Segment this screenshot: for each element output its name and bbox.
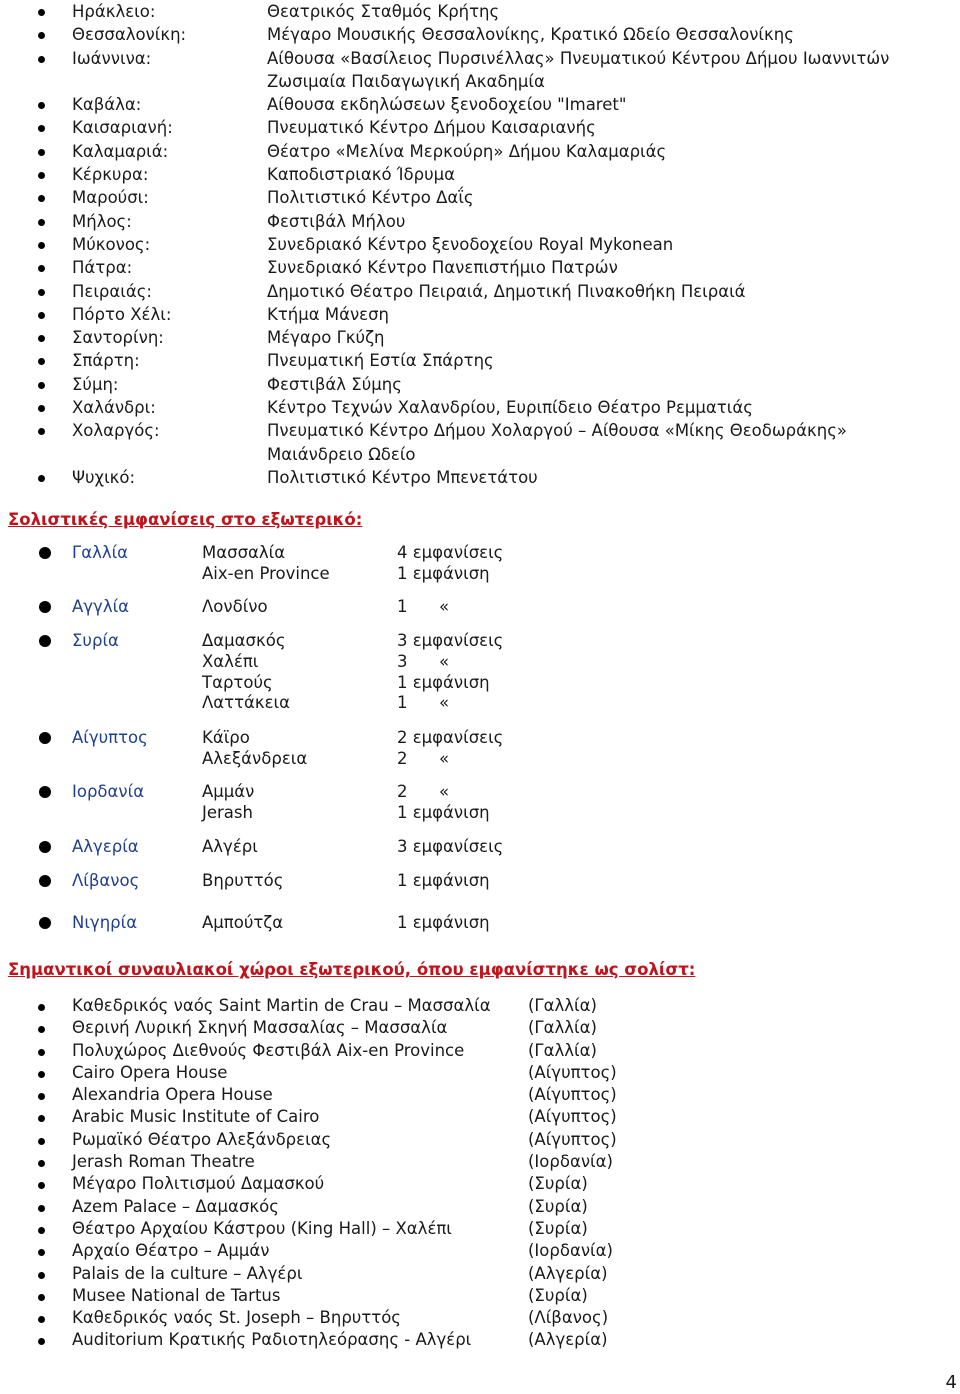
venue-city: Σπάρτη: bbox=[72, 351, 140, 371]
city-name: Αμμάν bbox=[202, 782, 255, 801]
appearance-count: 2 « bbox=[397, 782, 450, 801]
halls-list bbox=[0, 995, 960, 1352]
venue-place: Κτήμα Μάνεση bbox=[267, 304, 389, 324]
venue-place: Μέγαρο Μουσικής Θεσσαλονίκης, Κρατικό Ωδείο Θεσσαλονίκης bbox=[267, 25, 794, 45]
hall-item bbox=[0, 1129, 960, 1151]
hall-name: Πολυχώρος Διεθνούς Φεστιβάλ Aix-en Province bbox=[72, 1040, 465, 1060]
country-name: Αίγυπτος bbox=[72, 728, 148, 747]
venue-place: Κέντρο Τεχνών Χαλανδρίου, Ευριπίδειο Θέατρο Ρεμματιάς bbox=[267, 398, 753, 418]
venue-city: Ηράκλειο: bbox=[72, 2, 156, 21]
venue-place: Καποδιστριακό Ίδρυμα bbox=[267, 165, 456, 185]
bullet-icon bbox=[38, 1026, 45, 1033]
hall-country: (Αίγυπτος) bbox=[528, 1129, 617, 1149]
hall-name: Μέγαρο Πολιτισμού Δαμασκού bbox=[72, 1174, 325, 1194]
city-name: Κάϊρο bbox=[202, 728, 250, 747]
appearance-count: 3 εμφανίσεις bbox=[397, 837, 504, 856]
hall-country: (Γαλλία) bbox=[528, 1040, 597, 1060]
venue-item bbox=[0, 280, 960, 303]
abroad-heading: Σολιστικές εμφανίσεις στο εξωτερικό: bbox=[8, 510, 363, 529]
venue-item bbox=[0, 0, 960, 23]
venue-city: Καισαριανή: bbox=[72, 118, 173, 138]
hall-country: (Συρία) bbox=[528, 1218, 588, 1238]
hall-name: Jerash Roman Theatre bbox=[72, 1152, 255, 1172]
venue-item bbox=[0, 210, 960, 233]
hall-item bbox=[0, 1218, 960, 1240]
hall-item bbox=[0, 1285, 960, 1307]
venue-item bbox=[0, 116, 960, 139]
venue-item bbox=[0, 349, 960, 372]
hall-name: Cairo Opera House bbox=[72, 1062, 228, 1082]
bullet-icon bbox=[38, 56, 45, 63]
hall-name: Palais de la culture – Αλγέρι bbox=[72, 1263, 303, 1283]
hall-name: Αρχαίο Θέατρο – Αμμάν bbox=[72, 1241, 270, 1261]
bullet-icon bbox=[39, 875, 51, 887]
halls-heading: Σημαντικοί συναυλιακοί χώροι εξωτερικού, όπου εμφανίστηκε ως σολίστ: bbox=[8, 960, 696, 979]
appearance-count: 3 εμφανίσεις bbox=[397, 631, 504, 650]
appearance-count: 1 εμφάνιση bbox=[397, 672, 490, 692]
bullet-icon bbox=[38, 335, 45, 342]
venue-place: Μέγαρο Γκύζη bbox=[267, 328, 385, 348]
city-name: Ταρτούς bbox=[202, 672, 273, 692]
bullet-icon bbox=[38, 289, 45, 296]
venue-city: Μήλος: bbox=[72, 211, 132, 231]
bullet-icon bbox=[38, 475, 45, 482]
bullet-icon bbox=[38, 102, 45, 109]
hall-country: (Συρία) bbox=[528, 1174, 588, 1194]
venue-item bbox=[0, 23, 960, 46]
bullet-icon bbox=[38, 1294, 45, 1301]
venue-city: Πάτρα: bbox=[72, 258, 133, 278]
venue-item bbox=[0, 140, 960, 163]
country-name: Γαλλία bbox=[72, 543, 129, 562]
bullet-icon bbox=[38, 195, 45, 202]
country-name: Λίβανος bbox=[72, 871, 140, 890]
hall-item bbox=[0, 1062, 960, 1084]
hall-country: (Γαλλία) bbox=[528, 1018, 597, 1038]
venue-city: Κέρκυρα: bbox=[72, 165, 149, 185]
hall-country: (Αίγυπτος) bbox=[528, 1085, 617, 1105]
bullet-icon bbox=[39, 786, 51, 798]
venue-place: Φεστιβάλ Σύμης bbox=[267, 374, 402, 394]
city-name: Αμπούτζα bbox=[202, 913, 284, 932]
bullet-icon bbox=[38, 1004, 45, 1011]
bullet-icon bbox=[38, 9, 45, 16]
bullet-icon bbox=[38, 1049, 45, 1056]
hall-name: Alexandria Opera House bbox=[72, 1085, 273, 1105]
hall-country: (Αλγερία) bbox=[528, 1330, 608, 1350]
city-name: Δαμασκός bbox=[202, 631, 286, 650]
hall-country: (Συρία) bbox=[528, 1196, 588, 1216]
bullet-icon bbox=[38, 405, 45, 412]
country-name: Ιορδανία bbox=[72, 782, 145, 801]
hall-item bbox=[0, 1173, 960, 1195]
bullet-icon bbox=[38, 1249, 45, 1256]
venue-city: Πειραιάς: bbox=[72, 281, 152, 301]
bullet-icon bbox=[38, 1272, 45, 1279]
venue-city: Καλαμαριά: bbox=[72, 141, 169, 161]
venue-item bbox=[0, 93, 960, 116]
bullet-icon bbox=[39, 601, 51, 613]
appearance-count: 1 εμφάνιση bbox=[397, 563, 490, 583]
hall-name: Auditorium Κρατικής Ραδιοτηλεόρασης - Αλγέρι bbox=[72, 1330, 472, 1350]
venue-item bbox=[0, 163, 960, 186]
bullet-icon bbox=[39, 841, 51, 853]
venue-place: Δημοτικό Θέατρο Πειραιά, Δημοτική Πινακοθήκη Πειραιά bbox=[267, 281, 746, 301]
city-name: Αλεξάνδρεια bbox=[202, 748, 308, 768]
venue-item bbox=[0, 396, 960, 419]
bullet-icon bbox=[38, 1138, 45, 1145]
country-name: Νιγηρία bbox=[72, 913, 138, 932]
bullet-icon bbox=[38, 265, 45, 272]
venue-item bbox=[0, 326, 960, 349]
venue-place: Πολιτιστικό Κέντρο Δαΐς bbox=[267, 188, 474, 208]
bullet-icon bbox=[38, 149, 45, 156]
hall-item bbox=[0, 1017, 960, 1039]
bullet-icon bbox=[38, 428, 45, 435]
hall-item bbox=[0, 1151, 960, 1173]
appearance-count: 1 εμφάνιση bbox=[397, 913, 490, 932]
hall-country: (Συρία) bbox=[528, 1285, 588, 1305]
hall-item bbox=[0, 1329, 960, 1351]
appearance-count: 1 « bbox=[397, 597, 450, 616]
city-name: Jerash bbox=[202, 802, 253, 822]
hall-country: (Γαλλία) bbox=[528, 996, 597, 1015]
hall-country: (Αλγερία) bbox=[528, 1263, 608, 1283]
bullet-icon bbox=[38, 1071, 45, 1078]
bullet-icon bbox=[38, 219, 45, 226]
venue-city: Καβάλα: bbox=[72, 95, 142, 115]
bullet-icon bbox=[39, 732, 51, 744]
country-name: Αγγλία bbox=[72, 597, 130, 616]
bullet-icon bbox=[38, 1115, 45, 1122]
bullet-icon bbox=[39, 635, 51, 647]
venue-city: Ιωάννινα: bbox=[72, 48, 152, 68]
hall-item bbox=[0, 1263, 960, 1285]
venue-item bbox=[0, 47, 960, 94]
city-name: Λονδίνο bbox=[202, 597, 268, 616]
venue-place: Θέατρο «Μελίνα Μερκούρη» Δήμου Καλαμαριάς bbox=[267, 141, 667, 161]
venue-place: Αίθουσα «Βασίλειος Πυρσινέλλας» Πνευματικού Κέντρου Δήμου Ιωαννιτών Ζωσιμαία Παιδαγωγική Ακαδημία bbox=[267, 48, 890, 91]
page-number: 4 bbox=[945, 1372, 957, 1393]
hall-name: Θερινή Λυρική Σκηνή Μασσαλίας – Μασσαλία bbox=[72, 1018, 448, 1038]
hall-country: (Λίβανος) bbox=[528, 1308, 609, 1328]
bullet-icon bbox=[38, 125, 45, 132]
venue-item bbox=[0, 233, 960, 256]
bullet-icon bbox=[38, 242, 45, 249]
bullet-icon bbox=[38, 32, 45, 39]
hall-item bbox=[0, 995, 960, 1017]
venue-place: Συνεδριακό Κέντρο ξενοδοχείου Royal Mykonean bbox=[267, 234, 674, 254]
venue-city: Μαρούσι: bbox=[72, 188, 149, 208]
hall-item bbox=[0, 1307, 960, 1329]
hall-name: Azem Palace – Δαμασκός bbox=[72, 1196, 279, 1216]
venue-item bbox=[0, 466, 960, 489]
venue-place: Φεστιβάλ Μήλου bbox=[267, 211, 406, 231]
venue-city: Θεσσαλονίκη: bbox=[72, 25, 187, 45]
venue-city: Σαντορίνη: bbox=[72, 328, 164, 348]
country-name: Συρία bbox=[72, 631, 119, 650]
bullet-icon bbox=[38, 1160, 45, 1167]
venue-place: Αίθουσα εκδηλώσεων ξενοδοχείου "Imaret" bbox=[267, 95, 627, 115]
appearance-count: 1 εμφάνιση bbox=[397, 871, 490, 890]
hall-name: Arabic Music Institute of Cairo bbox=[72, 1107, 320, 1127]
venue-city: Ψυχικό: bbox=[72, 467, 136, 487]
bullet-icon bbox=[38, 382, 45, 389]
city-name: Aix-en Province bbox=[202, 563, 330, 583]
hall-country: (Ιορδανία) bbox=[528, 1152, 613, 1172]
country-name: Αλγερία bbox=[72, 837, 139, 856]
hall-item bbox=[0, 1240, 960, 1262]
hall-country: (Αίγυπτος) bbox=[528, 1062, 617, 1082]
city-name: Βηρυττός bbox=[202, 871, 284, 890]
venue-item bbox=[0, 303, 960, 326]
appearance-count: 2 εμφανίσεις bbox=[397, 728, 504, 747]
venue-item bbox=[0, 419, 960, 466]
venue-place: Πνευματικό Κέντρο Δήμου Καισαριανής bbox=[267, 118, 596, 138]
hall-item bbox=[0, 1106, 960, 1128]
city-name: Λαττάκεια bbox=[202, 693, 291, 713]
bullet-icon bbox=[38, 1182, 45, 1189]
hall-item bbox=[0, 1084, 960, 1106]
venue-place: Συνεδριακό Κέντρο Πανεπιστήμιο Πατρών bbox=[267, 258, 618, 278]
appearance-count: 1 « bbox=[397, 693, 450, 713]
bullet-icon bbox=[38, 1227, 45, 1234]
city-name: Χαλέπι bbox=[202, 651, 259, 671]
bullet-icon bbox=[39, 547, 51, 559]
venue-place: Πνευματική Εστία Σπάρτης bbox=[267, 351, 494, 371]
venue-city: Πόρτο Χέλι: bbox=[72, 304, 172, 324]
hall-country: (Αίγυπτος) bbox=[528, 1107, 617, 1127]
venue-city: Σύμη: bbox=[72, 374, 119, 394]
hall-name: Ρωμαϊκό Θέατρο Αλεξάνδρειας bbox=[72, 1129, 332, 1149]
city-name: Μασσαλία bbox=[202, 543, 286, 562]
venues-list bbox=[0, 0, 960, 489]
hall-name: Καθεδρικός ναός St. Joseph – Βηρυττός bbox=[72, 1308, 401, 1328]
city-name: Αλγέρι bbox=[202, 837, 258, 856]
appearance-count: 2 « bbox=[397, 748, 450, 768]
bullet-icon bbox=[38, 1205, 45, 1212]
appearance-count: 1 εμφάνιση bbox=[397, 802, 490, 822]
hall-item bbox=[0, 1040, 960, 1062]
bullet-icon bbox=[38, 1093, 45, 1100]
venue-place: Πολιτιστικό Κέντρο Μπενετάτου bbox=[267, 467, 538, 487]
venue-city: Χολαργός: bbox=[72, 421, 160, 441]
hall-name: Musee National de Tartus bbox=[72, 1285, 281, 1305]
venue-city: Μύκονος: bbox=[72, 234, 151, 254]
bullet-icon bbox=[39, 917, 51, 929]
venue-place: Θεατρικός Σταθμός Κρήτης bbox=[267, 2, 500, 21]
bullet-icon bbox=[38, 1316, 45, 1323]
venue-item bbox=[0, 186, 960, 209]
appearance-count: 3 « bbox=[397, 651, 450, 671]
bullet-icon bbox=[38, 358, 45, 365]
hall-country: (Ιορδανία) bbox=[528, 1241, 613, 1261]
venue-item bbox=[0, 256, 960, 279]
hall-name: Θέατρο Αρχαίου Κάστρου (King Hall) – Χαλέπι bbox=[72, 1218, 452, 1238]
venue-item bbox=[0, 373, 960, 396]
venue-place: Πνευματικό Κέντρο Δήμου Χολαργού – Αίθουσα «Μίκης Θεοδωράκης» Μαιάνδρειο Ωδείο bbox=[267, 421, 847, 464]
hall-item bbox=[0, 1196, 960, 1218]
bullet-icon bbox=[38, 172, 45, 179]
hall-name: Καθεδρικός ναός Saint Martin de Crau – Μασσαλία bbox=[72, 996, 491, 1015]
bullet-icon bbox=[38, 1338, 45, 1345]
venue-city: Χαλάνδρι: bbox=[72, 398, 156, 418]
appearance-count: 4 εμφανίσεις bbox=[397, 543, 504, 562]
bullet-icon bbox=[38, 312, 45, 319]
